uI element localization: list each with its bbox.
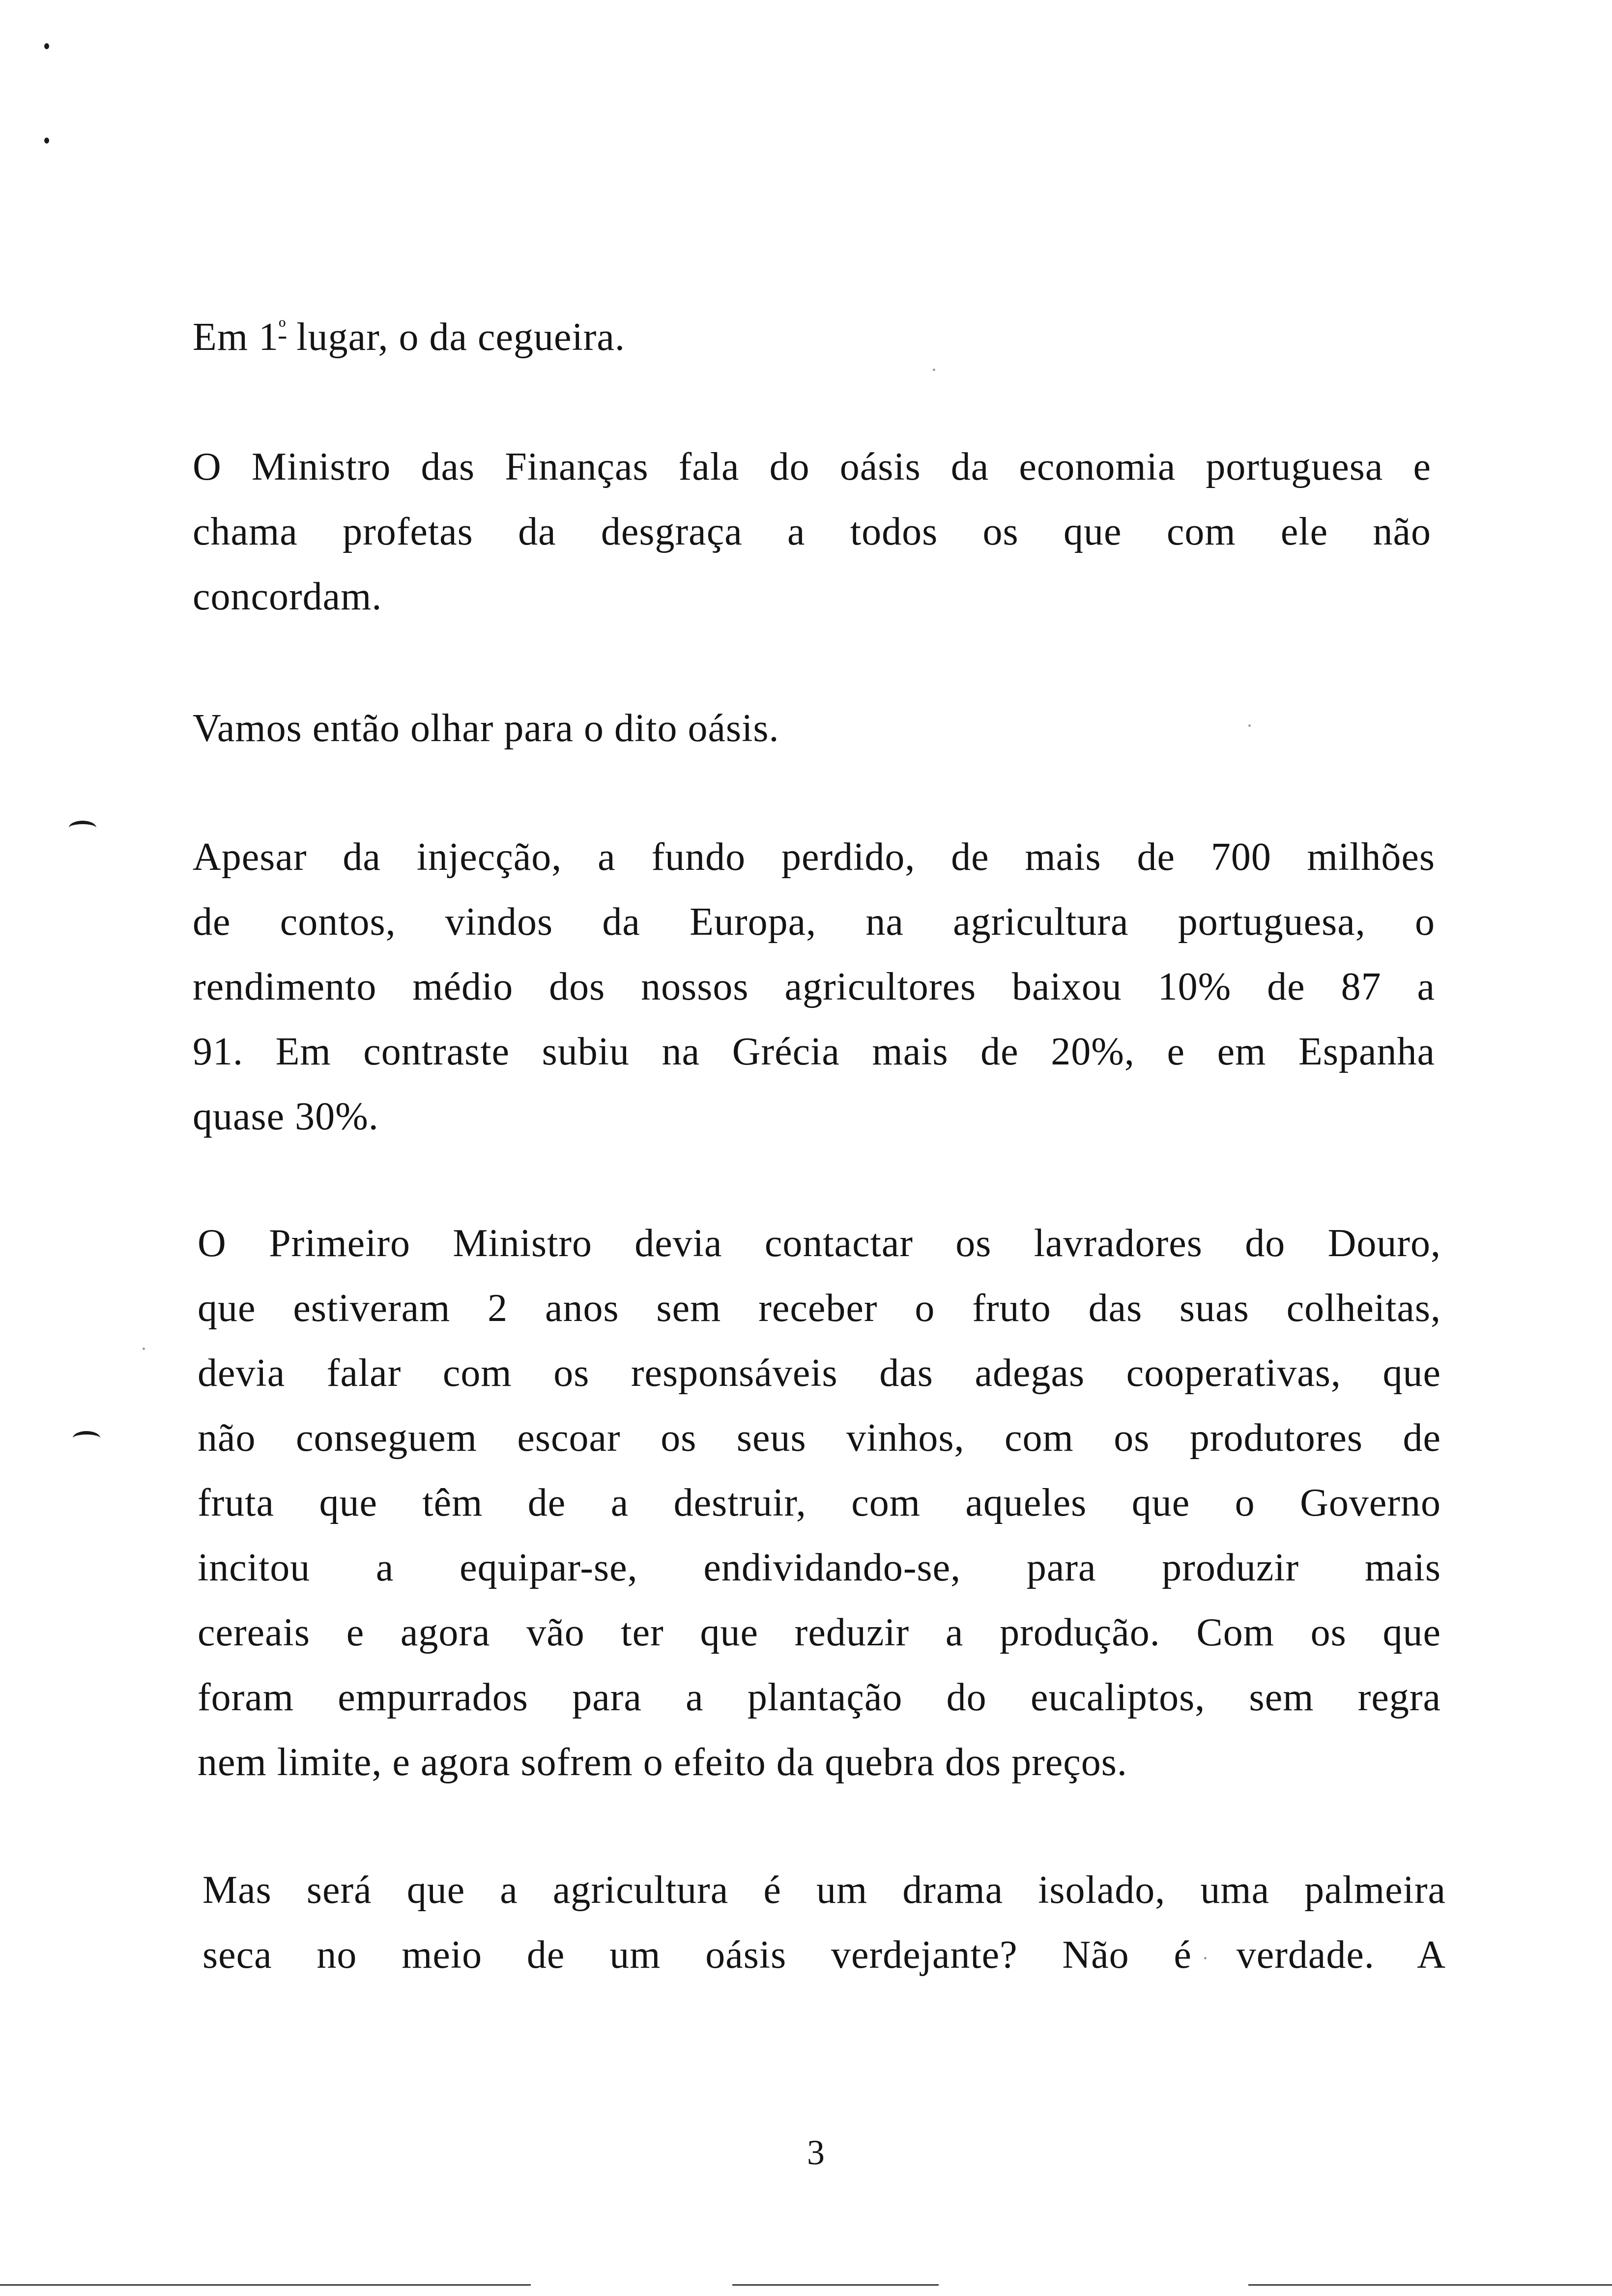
bottom-rule — [0, 2284, 531, 2286]
text-line: foram empurrados para a plantação do eucaliptos, sem regra — [198, 1676, 1441, 1719]
text-line: de contos, vindos da Europa, na agricultura portuguesa, o — [193, 900, 1435, 944]
text-line: fruta que têm de a destruir, com aqueles que o Governo — [198, 1481, 1441, 1524]
paragraph-5 — [198, 1211, 1441, 1795]
text-line: nem limite, e agora sofrem o efeito da quebra dos preços. — [198, 1741, 1127, 1784]
line-suffix: lugar, o da cegueira. — [286, 316, 625, 359]
page-number: 3 — [807, 2133, 825, 2172]
margin-hook-mark — [73, 1431, 100, 1445]
text-line: rendimento médio dos nossos agricultores baixou 10% de 87 a — [193, 965, 1435, 1008]
text-line: O Primeiro Ministro devia contactar os lavradores do Douro, — [198, 1222, 1441, 1265]
text-line: chama profetas da desgraça a todos os que com ele não — [193, 510, 1431, 553]
paragraph-1 — [193, 305, 1441, 370]
text-line: não conseguem escoar os seus vinhos, com os produtores de — [198, 1416, 1441, 1460]
ordinal-indicator: º — [279, 315, 287, 340]
text-line: incitou a equipar-se, endividando-se, para produzir mais — [198, 1546, 1441, 1589]
paragraph-3 — [193, 696, 1431, 761]
paragraph-4 — [193, 825, 1435, 1149]
text-line: Mas será que a agricultura é um drama isolado, uma palmeira — [202, 1868, 1446, 1912]
scan-speck — [143, 1348, 145, 1350]
text-line — [193, 305, 1441, 370]
bottom-rule — [1248, 2284, 1612, 2286]
text-line: concordam. — [193, 575, 382, 618]
bottom-rule — [732, 2284, 939, 2286]
text-line: devia falar com os responsáveis das adegas cooperativas, que — [198, 1351, 1441, 1395]
text-line: O Ministro das Finanças fala do oásis da economia portuguesa e — [193, 445, 1431, 488]
text-line: Apesar da injecção, a fundo perdido, de mais de 700 milhões — [193, 835, 1435, 879]
text-line: 91. Em contraste subiu na Grécia mais de 20%, e em Espanha — [193, 1030, 1435, 1073]
margin-dot — [44, 138, 49, 144]
text-line: que estiveram 2 anos sem receber o fruto das suas colheitas, — [198, 1287, 1441, 1330]
margin-hook-mark — [69, 821, 96, 835]
margin-dot — [44, 43, 49, 49]
text-line: seca no meio de um oásis verdejante? Não é verdade. A — [202, 1933, 1446, 1977]
text-line: quase 30%. — [193, 1095, 379, 1138]
text-line: cereais e agora vão ter que reduzir a produção. Com os que — [198, 1611, 1441, 1654]
line-prefix: Em 1 — [193, 316, 279, 359]
paragraph-6 — [202, 1858, 1446, 1987]
text-line: Vamos então olhar para o dito oásis. — [193, 707, 779, 750]
paragraph-2 — [193, 434, 1431, 629]
